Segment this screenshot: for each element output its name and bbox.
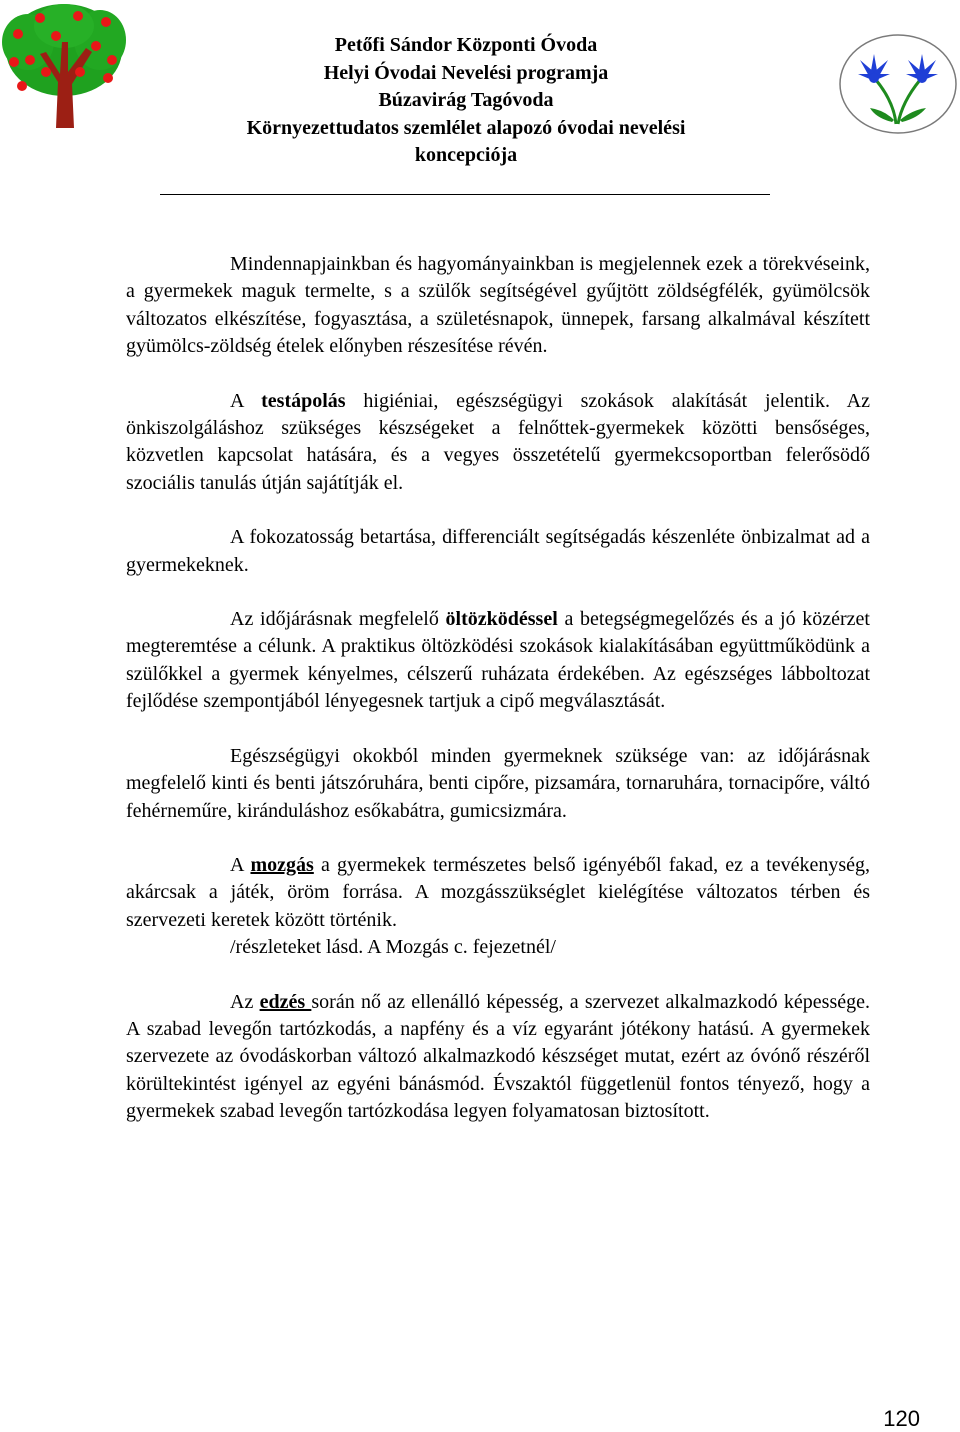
- paragraph-health-needs: [126, 743, 870, 825]
- paragraph-clothing: [126, 606, 870, 716]
- paragraph-text: Mindennapjainkban és hagyományainkban is megjelennek ezek a törekvéseink, a gyermekek maguk termelte, s a szülők segítségével gyűjtött zöldségfélék, gyümölcsök változatos elkészítése, fogyasztása, a születésnapok, ünnepek, farsang alkalmával készített gyümölcs-zöldség ételek előnyben részesítése révén.: [126, 253, 870, 358]
- paragraph-text: Az: [230, 990, 260, 1013]
- paragraph-traditions: [126, 251, 870, 361]
- paragraph-text: a betegségmegelőzés és a jó közérzet megteremtése a célunk. A praktikus öltözködési szokások kialakításában együttműködünk a szülőkkel a gyermek kényelmes, célszerű ruházata érdekében. Az egészséges lábboltozat fejlődése szempontjából lényegesnek tartjuk a cipő megválasztását.: [126, 608, 870, 713]
- paragraph-hardening: [126, 989, 870, 1126]
- page-number: 120: [883, 1406, 920, 1431]
- header-institution: Petőfi Sándor Központi Óvoda: [334, 34, 598, 56]
- keyword-oltozkodes: öltözködéssel: [445, 608, 558, 631]
- header-divider: [160, 194, 770, 195]
- header-kindergarten: Búzavirág Tagóvoda: [378, 89, 554, 111]
- paragraph-text: során nő az ellenálló képesség, a szervezet alkalmazkodó képessége. A szabad levegőn tartózkodás, a napfény és a víz egyaránt jótékony hatású. A gyermekek szervezete az óvodáskorban változó alkalmazkodó készséget mutat, ezért az óvónő részéről körültekintést igényel az egyéni bánásmód. Évszaktól függetlenül fontos tényező, hogy a gyermekek szabad levegőn tartózkodása legyen folyamatosan biztosított.: [126, 990, 870, 1123]
- paragraph-hygiene: [126, 388, 870, 498]
- paragraph-text: Egészségügyi okokból minden gyermeknek szüksége van: az időjárásnak megfelelő kinti és benti játszóruhára, benti cipőre, pizsamára, tornaruhára, tornacipőre, váltó fehérneműre, kiránduláshoz esőkabátra, gumicsizmára.: [126, 744, 870, 822]
- paragraph-text: Az időjárásnak megfelelő: [230, 608, 446, 631]
- paragraph-text: A: [230, 853, 251, 876]
- paragraph-text: higiéniai, egészségügyi szokások alakítását jelentik. Az önkiszolgáláshoz szükséges készségeket a felnőttek-gyermekek közötti bensőséges, közvetlen kapcsolat hatására, és a vegyes összetételű gyermekcsoportban felerősödő szociális tanulás útján sajátítják el.: [126, 389, 870, 494]
- paragraph-gradualness: [126, 524, 870, 579]
- keyword-edzes: edzés: [259, 990, 312, 1013]
- cornflower-logo: [836, 32, 960, 136]
- header-program: Helyi Óvodai Nevelési programja: [323, 61, 609, 84]
- keyword-testapolas: testápolás: [261, 389, 346, 412]
- document-header: [160, 32, 772, 170]
- header-concept-cont: koncepciója: [414, 144, 518, 166]
- keyword-mozgas: mozgás: [250, 853, 314, 876]
- reference-text: /részleteket lásd. A Mozgás c. fejezetnél/: [230, 936, 556, 959]
- paragraph-text: a gyermekek természetes belső igényéből fakad, ez a tevékenység, akárcsak a játék, öröm forrása. A mozgásszükséglet kielégítése változatos térben és szervezeti keretek között történik.: [126, 853, 871, 931]
- paragraph-movement: [126, 852, 870, 934]
- header-concept: Környezettudatos szemlélet alapozó óvodai nevelési: [246, 116, 686, 139]
- tree-logo: [0, 2, 128, 130]
- paragraph-reference: [126, 934, 870, 961]
- document-body: [126, 251, 870, 1126]
- paragraph-text: A: [230, 389, 262, 412]
- paragraph-text: A fokozatosság betartása, differenciált segítségadás készenléte önbizalmat ad a gyermekeknek.: [126, 526, 870, 576]
